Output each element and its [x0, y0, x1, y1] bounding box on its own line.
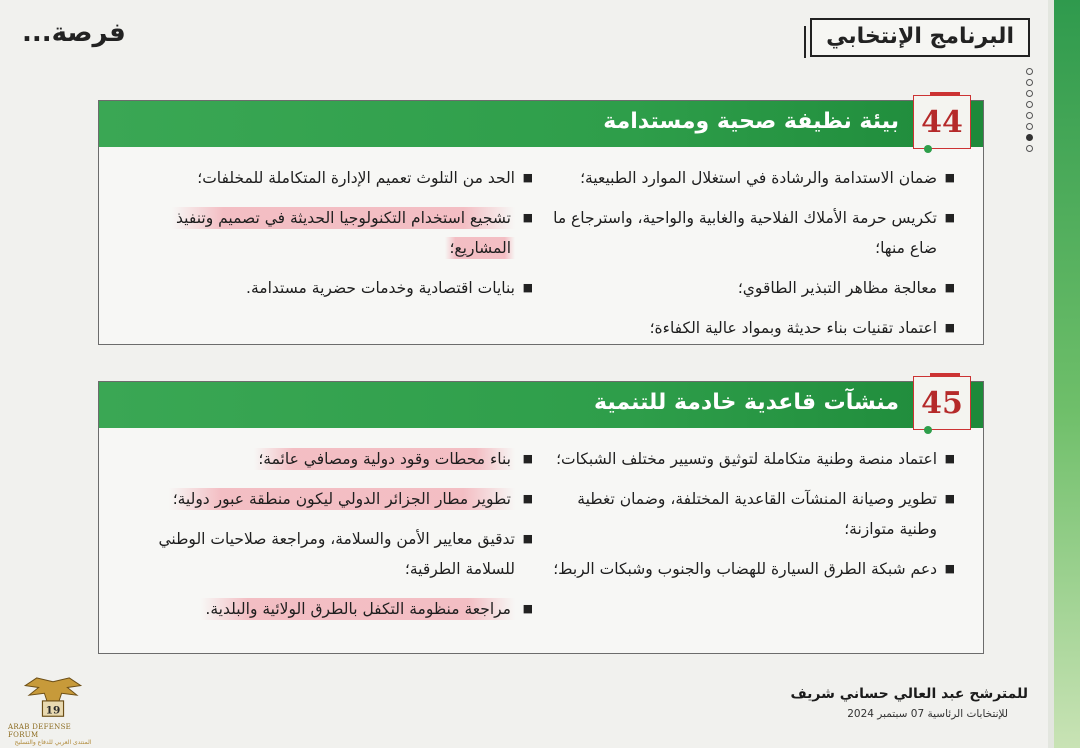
bullet-item	[549, 554, 955, 584]
bullet-item	[549, 484, 955, 544]
bullet-item	[549, 203, 955, 263]
bullet-text: الحد من التلوث تعميم الإدارة المتكاملة للمخلفات؛	[197, 169, 515, 187]
section-44	[98, 100, 984, 345]
bullet-item	[127, 203, 533, 263]
bullet-item	[127, 484, 533, 514]
nav-dot[interactable]	[1026, 123, 1033, 130]
eagle-emblem-icon	[18, 676, 88, 722]
edge-strip	[1054, 0, 1080, 748]
section-45	[98, 381, 984, 654]
section-columns	[119, 444, 963, 643]
bullet-text: مراجعة منظومة التكفل بالطرق الولائية والبلدية.	[201, 598, 515, 620]
section-number: 45	[913, 376, 971, 430]
nav-dot[interactable]	[1026, 145, 1033, 152]
nav-dot[interactable]	[1026, 68, 1033, 75]
svg-text:19: 19	[45, 704, 61, 717]
footer-author	[790, 686, 1028, 720]
section-columns	[119, 163, 963, 337]
bullet-text: تدقيق معايير الأمن والسلامة، ومراجعة صلاحيات الوطني للسلامة الطرقية؛	[158, 530, 515, 578]
bullet-text: معالجة مظاهر التبذير الطاقوي؛	[737, 279, 937, 297]
bullet-item	[127, 273, 533, 303]
logo-tagline: المنتدى العربي للدفاع والتسليح	[14, 739, 92, 746]
section-header	[99, 382, 983, 428]
nav-dot[interactable]	[1026, 134, 1033, 141]
author-name: للمترشح عبد العالي حساني شريف	[790, 686, 1028, 702]
bullet-item	[549, 273, 955, 303]
left-column	[119, 444, 541, 643]
bullet-item	[549, 444, 955, 474]
page-nav-dots[interactable]	[1024, 68, 1034, 152]
program-title: البرنامج الإنتخابي	[810, 18, 1030, 57]
bullet-text: دعم شبكة الطرق السيارة للهضاب والجنوب وشبكات الربط؛	[553, 560, 937, 578]
bullet-text: اعتماد تقنيات بناء حديثة وبمواد عالية الكفاءة؛	[649, 319, 937, 337]
section-title: بيئة نظيفة صحية ومستدامة	[603, 109, 899, 134]
author-subtitle: للإنتخابات الرئاسية 07 سبتمبر 2024	[847, 708, 1008, 720]
section-header	[99, 101, 983, 147]
nav-dot[interactable]	[1026, 90, 1033, 97]
logo-name: ARAB DEFENSE FORUM	[8, 723, 72, 739]
nav-dot[interactable]	[1026, 79, 1033, 86]
nav-dot[interactable]	[1026, 101, 1033, 108]
section-number: 44	[913, 95, 971, 149]
section-title: منشآت قاعدية خادمة للتنمية	[594, 390, 899, 415]
bullet-text: تطوير مطار الجزائر الدولي ليكون منطقة عبور دولية؛	[169, 488, 515, 510]
bullet-item	[549, 313, 955, 343]
bullet-text: تشجيع استخدام التكنولوجيا الحديثة في تصميم وتنفيذ المشاريع؛	[172, 207, 515, 259]
opportunity-label: فرصة...	[22, 18, 126, 48]
bullet-text: تطوير وصيانة المنشآت القاعدية المختلفة، وضمان تغطية وطنية متوازنة؛	[577, 490, 937, 538]
bullet-text: اعتماد منصة وطنية متكاملة لتوثيق وتسيير مختلف الشبكات؛	[556, 450, 937, 468]
nav-dot[interactable]	[1026, 112, 1033, 119]
bullet-text: تكريس حرمة الأملاك الفلاحية والغابية والواحية، واسترجاع ما ضاع منها؛	[553, 209, 937, 257]
bullet-text: ضمان الاستدامة والرشادة في استغلال الموارد الطبيعية؛	[580, 169, 937, 187]
bullet-item	[127, 444, 533, 474]
bullet-item	[127, 163, 533, 193]
bullet-text: بنايات اقتصادية وخدمات حضرية مستدامة.	[246, 279, 515, 297]
bullet-text: بناء محطات وقود دولية ومصافي عائمة؛	[254, 448, 515, 470]
bullet-item	[127, 594, 533, 624]
watermark-logo	[8, 676, 98, 746]
right-column	[541, 444, 963, 643]
right-column	[541, 163, 963, 337]
left-column	[119, 163, 541, 334]
bullet-item	[549, 163, 955, 193]
bullet-item	[127, 524, 533, 584]
